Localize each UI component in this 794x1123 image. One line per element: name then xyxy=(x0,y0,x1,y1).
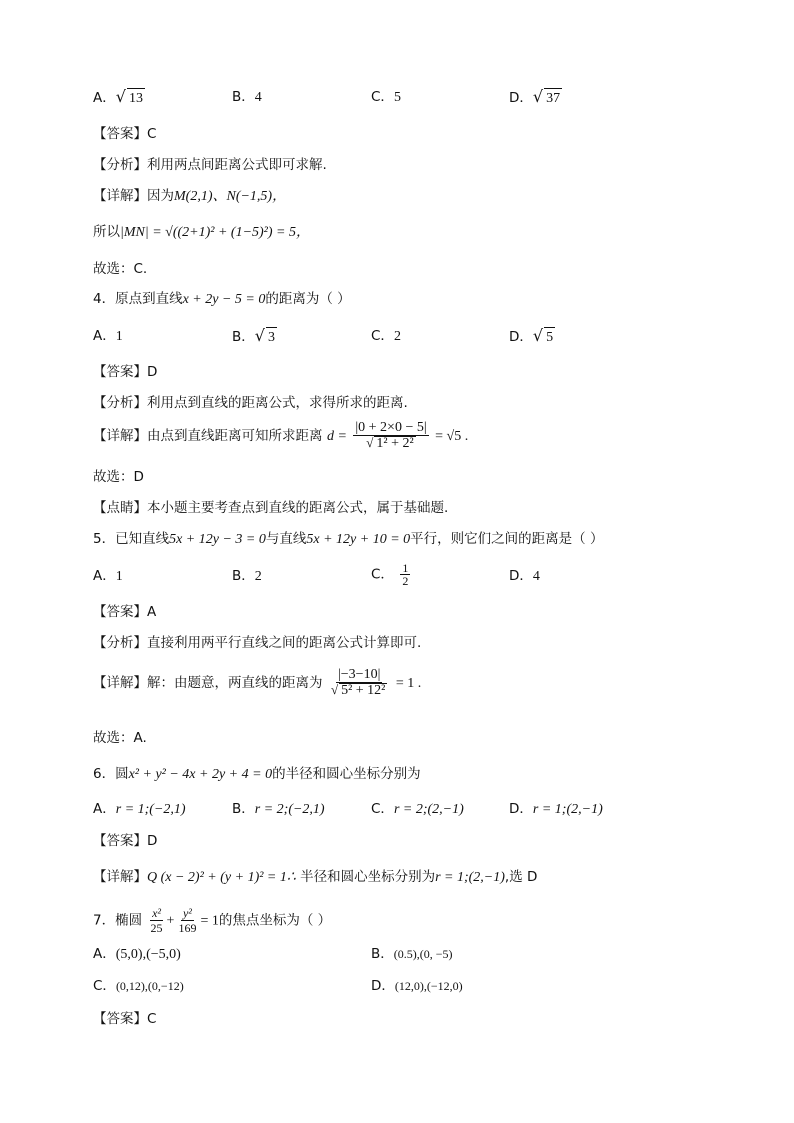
q6-answer: 【答案】D xyxy=(93,833,158,849)
q6-option-c: C．r = 2;(2,−1) xyxy=(371,801,464,817)
q4-answer: 【答案】D xyxy=(93,364,158,380)
q3-detail: 【详解】因为M(2,1)、N(−1,5)， xyxy=(93,188,287,204)
q5-conclusion: 故选：A. xyxy=(93,730,147,746)
q7-stem: 7．椭圆 $\frac{\text{x²}}{25}$ + $\frac{\text{y²}}{169}$ = 1的焦点坐标为（ ） xyxy=(93,906,332,935)
q4-stem: 4．原点到直线x + 2y − 5 = 0的距离为（ ） xyxy=(93,291,351,307)
q3-analysis: 【分析】利用两点间距离公式即可求解. xyxy=(93,157,327,173)
q4-detail: 【详解】由点到直线距离可知所求距离 d = $\frac{|0 + 2\times 0 - 5|}{\text{√ 1² + 2²}}$ = √5 . xyxy=(93,420,469,451)
q3-answer: 【答案】C xyxy=(93,126,157,142)
q4-conclusion: 故选：D xyxy=(93,469,144,485)
q6-option-a: A．r = 1;(−2,1) xyxy=(93,801,186,817)
q3-option-d: D．√ 37 xyxy=(509,87,562,109)
q6-option-d: D．r = 1;(2,−1) xyxy=(509,801,603,817)
q6-detail: 【详解】Q (x − 2)² + (y + 1)² = 1∴ 半径和圆心坐标分别为r = 1;(2,−1),选 D xyxy=(93,869,538,885)
q5-option-c: C． $\frac{1}{2}$ xyxy=(371,561,409,588)
q3-detail-formula: 所以|MN| = √((2+1)² + (1−5)²) = 5， xyxy=(93,224,310,240)
q4-option-b: B．√ 3 xyxy=(232,326,277,348)
q5-answer: 【答案】A xyxy=(93,604,157,620)
q3-conclusion: 故选：C. xyxy=(93,261,148,277)
q3-option-c: C．5 xyxy=(371,89,401,105)
q5-option-b: B．2 xyxy=(232,568,262,584)
q7-option-a: A．(5,0),(−5,0) xyxy=(93,946,181,962)
q4-fraction: $\frac{|0 + 2\times 0 - 5|}{\text{√ 1² + 2²}}$ xyxy=(355,420,427,451)
q5-detail: 【详解】解：由题意，两直线的距离为 $\frac{|-3-10|}{\text{√ 5² + 12²}}$ = 1 . xyxy=(93,667,422,698)
q3-option-b: B．4 xyxy=(232,89,262,105)
q4-note: 【点睛】本小题主要考查点到直线的距离公式，属于基础题. xyxy=(93,500,449,516)
q5-analysis: 【分析】直接利用两平行直线之间的距离公式计算即可. xyxy=(93,635,422,651)
q6-option-b: B．r = 2;(−2,1) xyxy=(232,801,325,817)
q5-fraction: $\frac{|-3-10|}{\text{√ 5² + 12²}}$ xyxy=(330,667,386,698)
q5-stem: 5．已知直线5x + 12y − 3 = 0与直线5x + 12y + 10 = 0平行，则它们之间的距离是（ ） xyxy=(93,531,604,547)
q7-option-b: B．(0.5),(0, −5) xyxy=(371,946,453,962)
q4-option-c: C．2 xyxy=(371,328,401,344)
q7-answer: 【答案】C xyxy=(93,1011,157,1027)
q4-analysis: 【分析】利用点到直线的距离公式，求得所求的距离. xyxy=(93,395,408,411)
q7-option-c: C．(0,12),(0,−12) xyxy=(93,978,184,994)
q4-option-d: D．√ 5 xyxy=(509,326,555,348)
q3-option-a: A．√ 13 xyxy=(93,87,145,109)
q7-option-d: D．(12,0),(−12,0) xyxy=(371,978,463,994)
q4-option-a: A．1 xyxy=(93,328,123,344)
q6-stem: 6．圆x² + y² − 4x + 2y + 4 = 0的半径和圆心坐标分别为 xyxy=(93,766,421,782)
q5-option-a: A．1 xyxy=(93,568,123,584)
q5-option-d: D．4 xyxy=(509,568,540,584)
